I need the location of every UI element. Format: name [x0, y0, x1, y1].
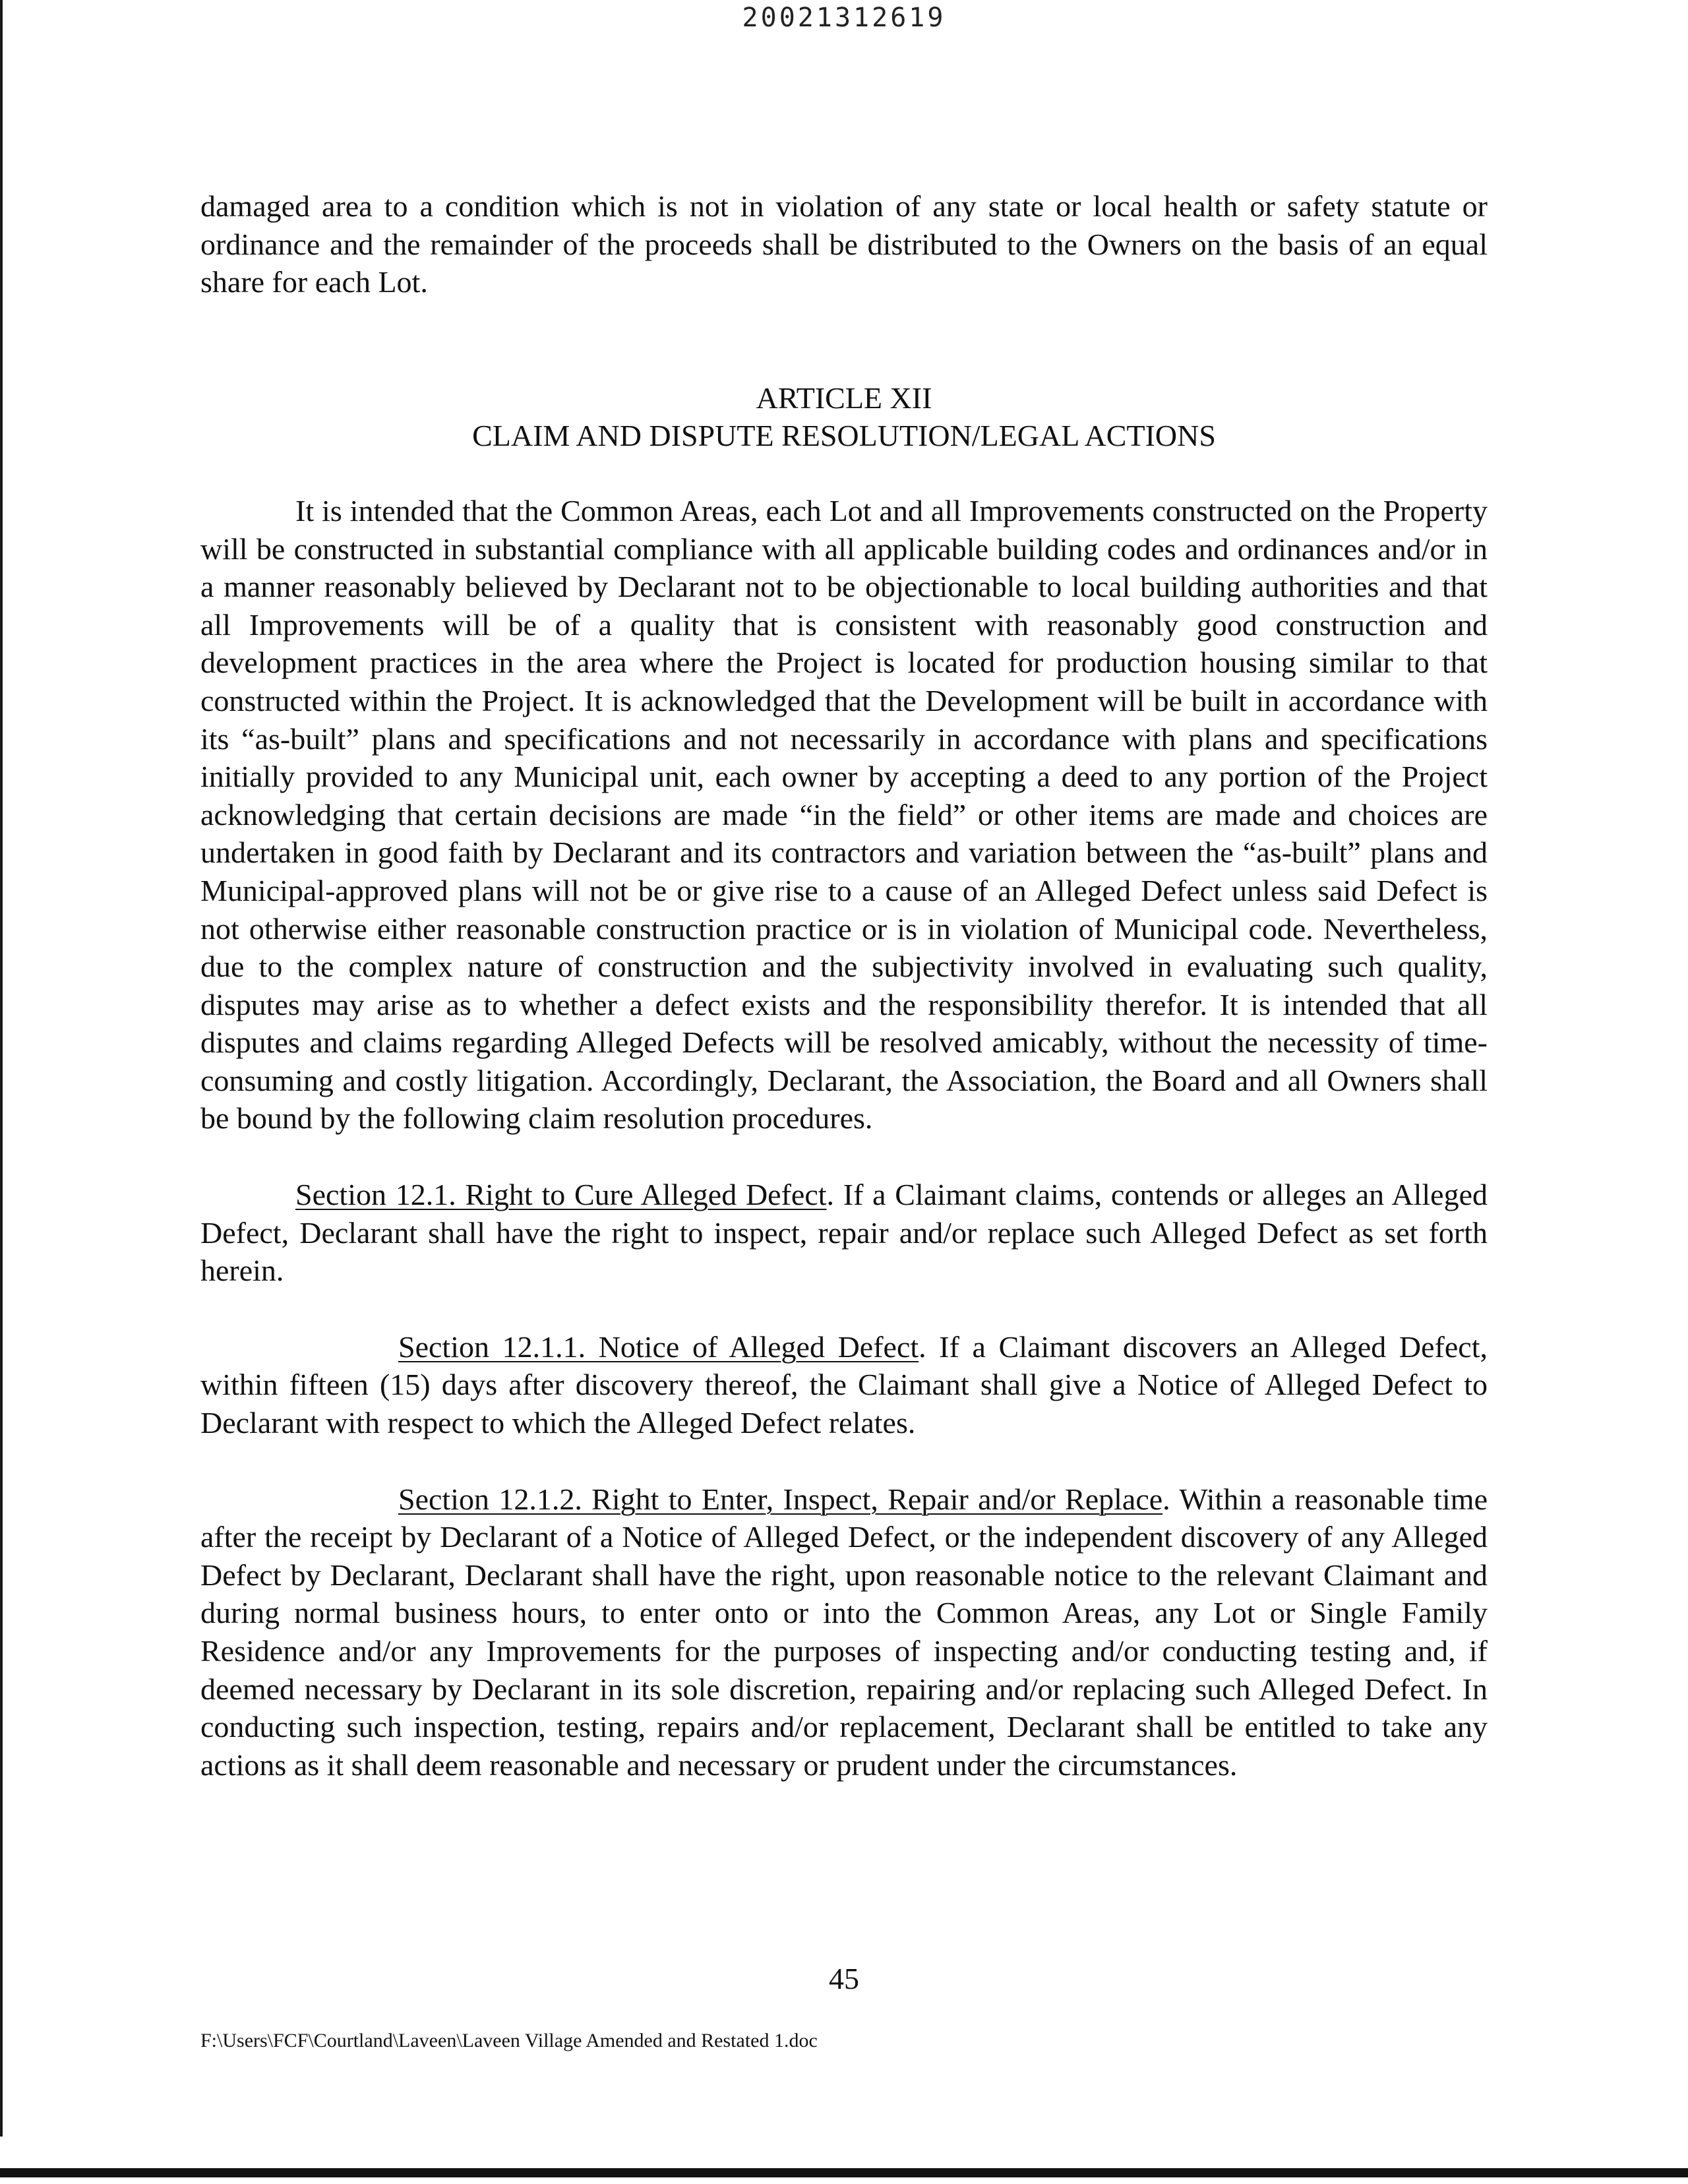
scan-left-edge	[0, 0, 3, 2137]
intro-paragraph: It is intended that the Common Areas, each Lot and all Improvements constructed on the Property will be constructed in substantial compliance with all applicable building codes and ordinances and/or in a manner reasonably believed by Declarant not to be objectionable to local building authorities and that all Improvements will be of a quality that is consistent with reasonably good construction and development practices in the area where the Project is located for production housing similar to that constructed within the Project. It is acknowledged that the Development will be built in accordance with its “as-built” plans and specifications and not necessarily in accordance with plans and specifications initially provided to any Municipal unit, each owner by accepting a deed to any portion of the Project acknowledging that certain decisions are made “in the field” or other items are made and choices are undertaken in good faith by Declarant and its contractors and variation between the “as-built” plans and Municipal-approved plans will not be or give rise to a cause of an Alleged Defect unless said Defect is not otherwise either reasonable construction practice or is in violation of Municipal code. Nevertheless, due to the complex nature of construction and the subjectivity involved in evaluating such quality, disputes may arise as to whether a defect exists and the responsibility therefor. It is intended that all disputes and claims regarding Alleged Defects will be resolved amicably, without the necessity of time-consuming and costly litigation. Accordingly, Declarant, the Association, the Board and all Owners shall be bound by the following claim resolution procedures.	[200, 493, 1488, 1136]
section-12-1-1-heading: Section 12.1.1. Notice of Alleged Defect	[398, 1329, 919, 1364]
section-12-1-2-heading: Section 12.1.2. Right to Enter, Inspect, Repair and/or Replace	[398, 1482, 1163, 1516]
article-title: CLAIM AND DISPUTE RESOLUTION/LEGAL ACTIONS	[472, 419, 1216, 453]
page-body	[200, 187, 1488, 1784]
section-12-1	[200, 1176, 1488, 1290]
article-number: ARTICLE XII	[756, 380, 932, 415]
section-12-1-1	[200, 1328, 1488, 1442]
document-number: 20021312619	[742, 3, 946, 33]
scan-bottom-rule	[0, 2168, 1688, 2177]
continuation-paragraph: damaged area to a condition which is not in violation of any state or local health or safety statute or ordinance and the remainder of the proceeds shall be distributed to the Owners on the basis of an equal share for each Lot.	[200, 189, 1488, 299]
section-12-1-heading: Section 12.1. Right to Cure Alleged Defect	[295, 1178, 827, 1212]
section-12-1-2-body: . Within a reasonable time after the receipt by Declarant of a Notice of Alleged Defect, or the independent discovery of any Alleged Defect by Declarant, Declarant shall have the right, upon reasonable notice to the relevant Claimant and during normal business hours, to enter onto or into the Common Areas, any Lot or Single Family Residence and/or any Improvements for the purposes of inspecting and/or conducting testing and, if deemed necessary by Declarant in its sole discretion, repairing and/or replacing such Alleged Defect. In conducting such inspection, testing, repairs and/or replacement, Declarant shall be entitled to take any actions as it shall deem reasonable and necessary or prudent under the circumstances.	[200, 1482, 1488, 1782]
section-12-1-1-body: . If a Claimant discovers an Alleged Defect, within fifteen (15) days after discovery thereof, the Claimant shall give a Notice of Alleged Defect to Declarant with respect to which the Alleged Defect relates.	[200, 1329, 1488, 1440]
page-number: 45	[829, 1962, 859, 1995]
article-heading	[200, 379, 1488, 455]
section-12-1-2	[200, 1480, 1488, 1784]
file-path-footer: F:\Users\FCF\Courtland\Laveen\Laveen Village Amended and Restated 1.doc	[200, 2030, 818, 2051]
section-12-1-body: . If a Claimant claims, contends or alleges an Alleged Defect, Declarant shall have the right to inspect, repair and/or replace such Alleged Defect as set forth herein.	[200, 1178, 1488, 1288]
